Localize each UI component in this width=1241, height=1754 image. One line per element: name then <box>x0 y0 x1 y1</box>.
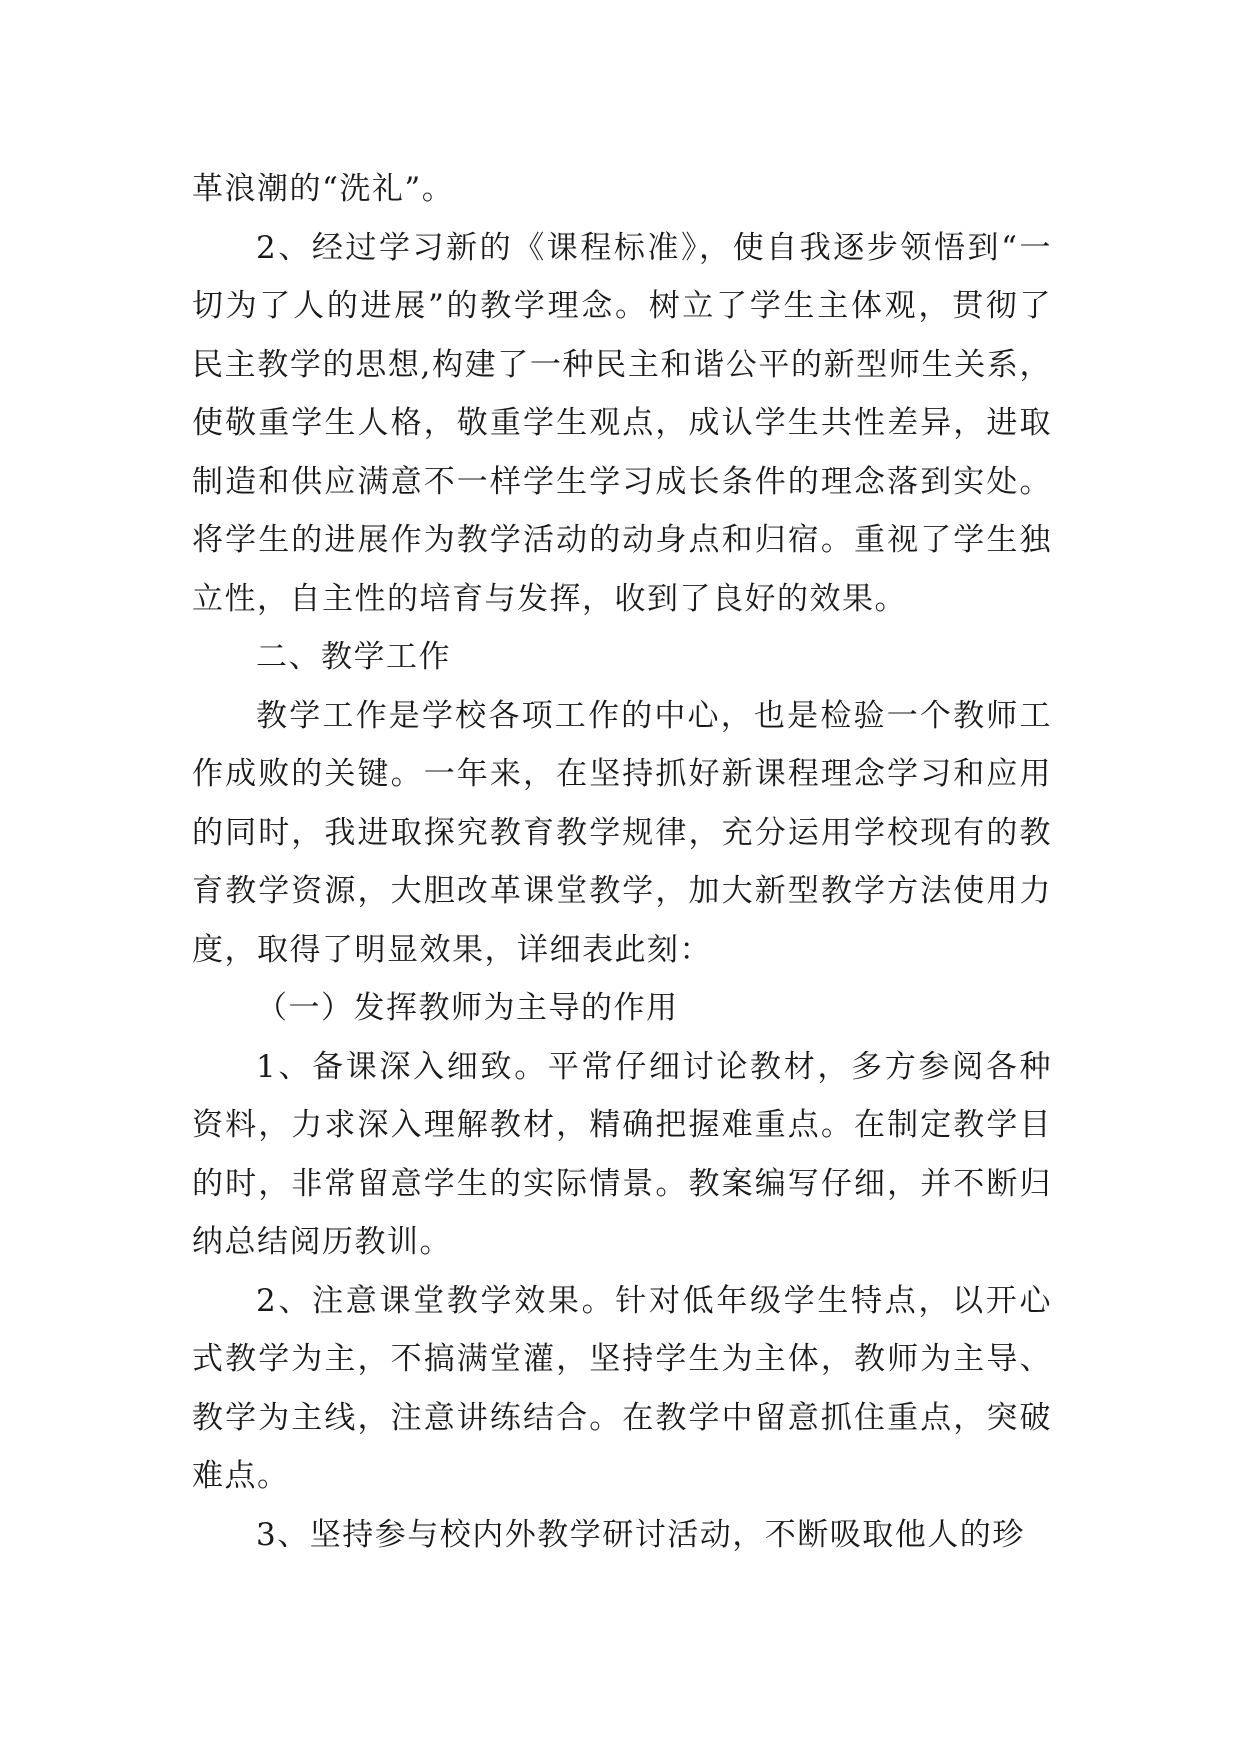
subsection-heading-teacher-role: （一）发挥教师为主导的作用 <box>256 990 679 1026</box>
paragraph-continuation: 革浪潮的“洗礼”。 <box>192 171 455 207</box>
paragraph-teaching-work: 教学工作是学校各项工作的中心，也是检验一个教师工作成败的关键。一年来，在坚持抓好新课程理念学习和应用的同时，我进取探究教育教学规律，充分运用学校现有的教育教学资源，大胆改革课堂教学，加大新型教学方法使用力度，取得了明显效果，详细表此刻： <box>192 697 1052 968</box>
paragraph-classroom-effect: 2、注意课堂教学效果。针对低年级学生特点，以开心式教学为主，不搞满堂灌，坚持学生为主体，教师为主导、教学为主线，注意讲练结合。在教学中留意抓住重点，突破难点。 <box>192 1282 1052 1494</box>
document-body <box>192 160 1052 1564</box>
paragraph-research-activities: 3、坚持参与校内外教学研讨活动，不断吸取他人的珍 <box>256 1516 1025 1553</box>
section-heading-teaching-work: 二、教学工作 <box>256 639 451 675</box>
paragraph-course-standard: 2、经过学习新的《课程标准》，使自我逐步领悟到“一切为了人的进展”的教学理念。树立了学生主体观，贯彻了民主教学的思想,构建了一种民主和谐公平的新型师生关系，使敬重学生人格，敬重学生观点，成认学生共性差异，进取制造和供应满意不一样学生学习成长条件的理念落到实处。将学生的进展作为教学活动的动身点和归宿。重视了学生独立性，自主性的培育与发挥，收到了良好的效果。 <box>192 229 1052 617</box>
paragraph-lesson-prep: 1、备课深入细致。平常仔细讨论教材，多方参阅各种资料，力求深入理解教材，精确把握难重点。在制定教学目的时，非常留意学生的实际情景。教案编写仔细，并不断归纳总结阅历教训。 <box>192 1048 1052 1260</box>
